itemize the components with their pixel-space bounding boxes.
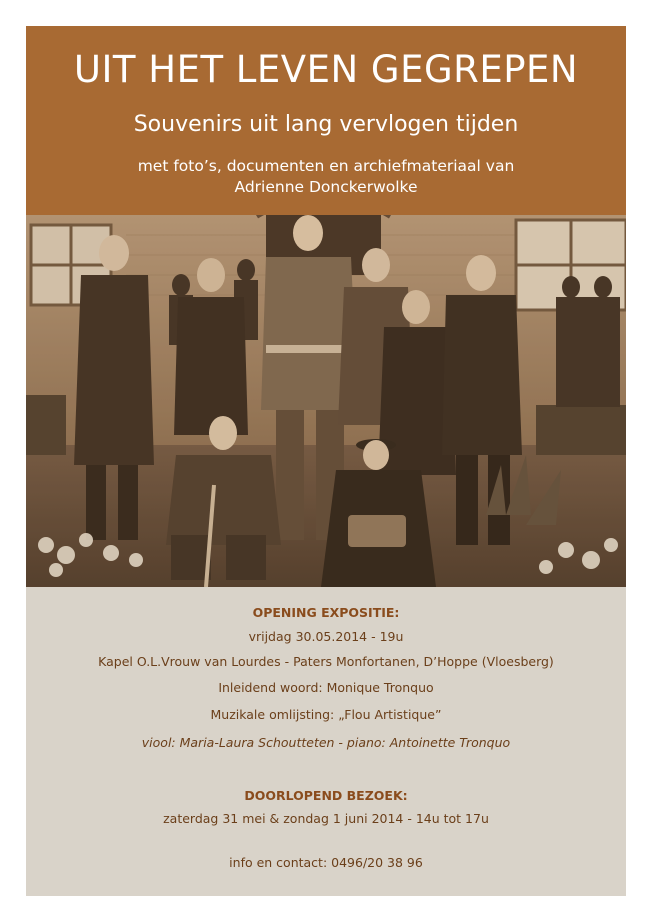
- music: Muzikale omlijsting: „Flou Artistique”: [210, 707, 442, 722]
- poster: [26, 26, 626, 896]
- credit-line-1: met foto’s, documenten en archiefmateriaal van: [137, 157, 515, 175]
- poster-title: UIT HET LEVEN GEGREPEN: [73, 48, 579, 91]
- sepia-group-photo-illustration: [26, 215, 626, 587]
- opening-date: vrijdag 30.05.2014 - 19u: [248, 629, 404, 644]
- visit-dates: zaterdag 31 mei & zondag 1 juni 2014 - 14u tot 17u: [163, 811, 489, 826]
- contact: info en contact: 0496/20 38 96: [229, 855, 423, 870]
- poster-credit: [66, 156, 586, 198]
- visit-heading: DOORLOPEND BEZOEK:: [244, 788, 408, 803]
- credit-line-2: Adrienne Donckerwolke: [234, 178, 418, 196]
- opening-heading: OPENING EXPOSITIE:: [252, 605, 400, 620]
- location: Kapel O.L.Vrouw van Lourdes - Paters Monfortanen, D’Hoppe (Vloesberg): [98, 654, 554, 669]
- info-panel: [26, 587, 626, 896]
- intro-word: Inleidend woord: Monique Tronquo: [218, 680, 434, 695]
- group-photo: [26, 215, 626, 587]
- poster-subtitle: Souvenirs uit lang vervlogen tijden: [133, 112, 519, 137]
- musicians: viool: Maria-Laura Schoutteten - piano: Antoinette Tronquo: [141, 735, 511, 750]
- poster-header: [26, 26, 626, 215]
